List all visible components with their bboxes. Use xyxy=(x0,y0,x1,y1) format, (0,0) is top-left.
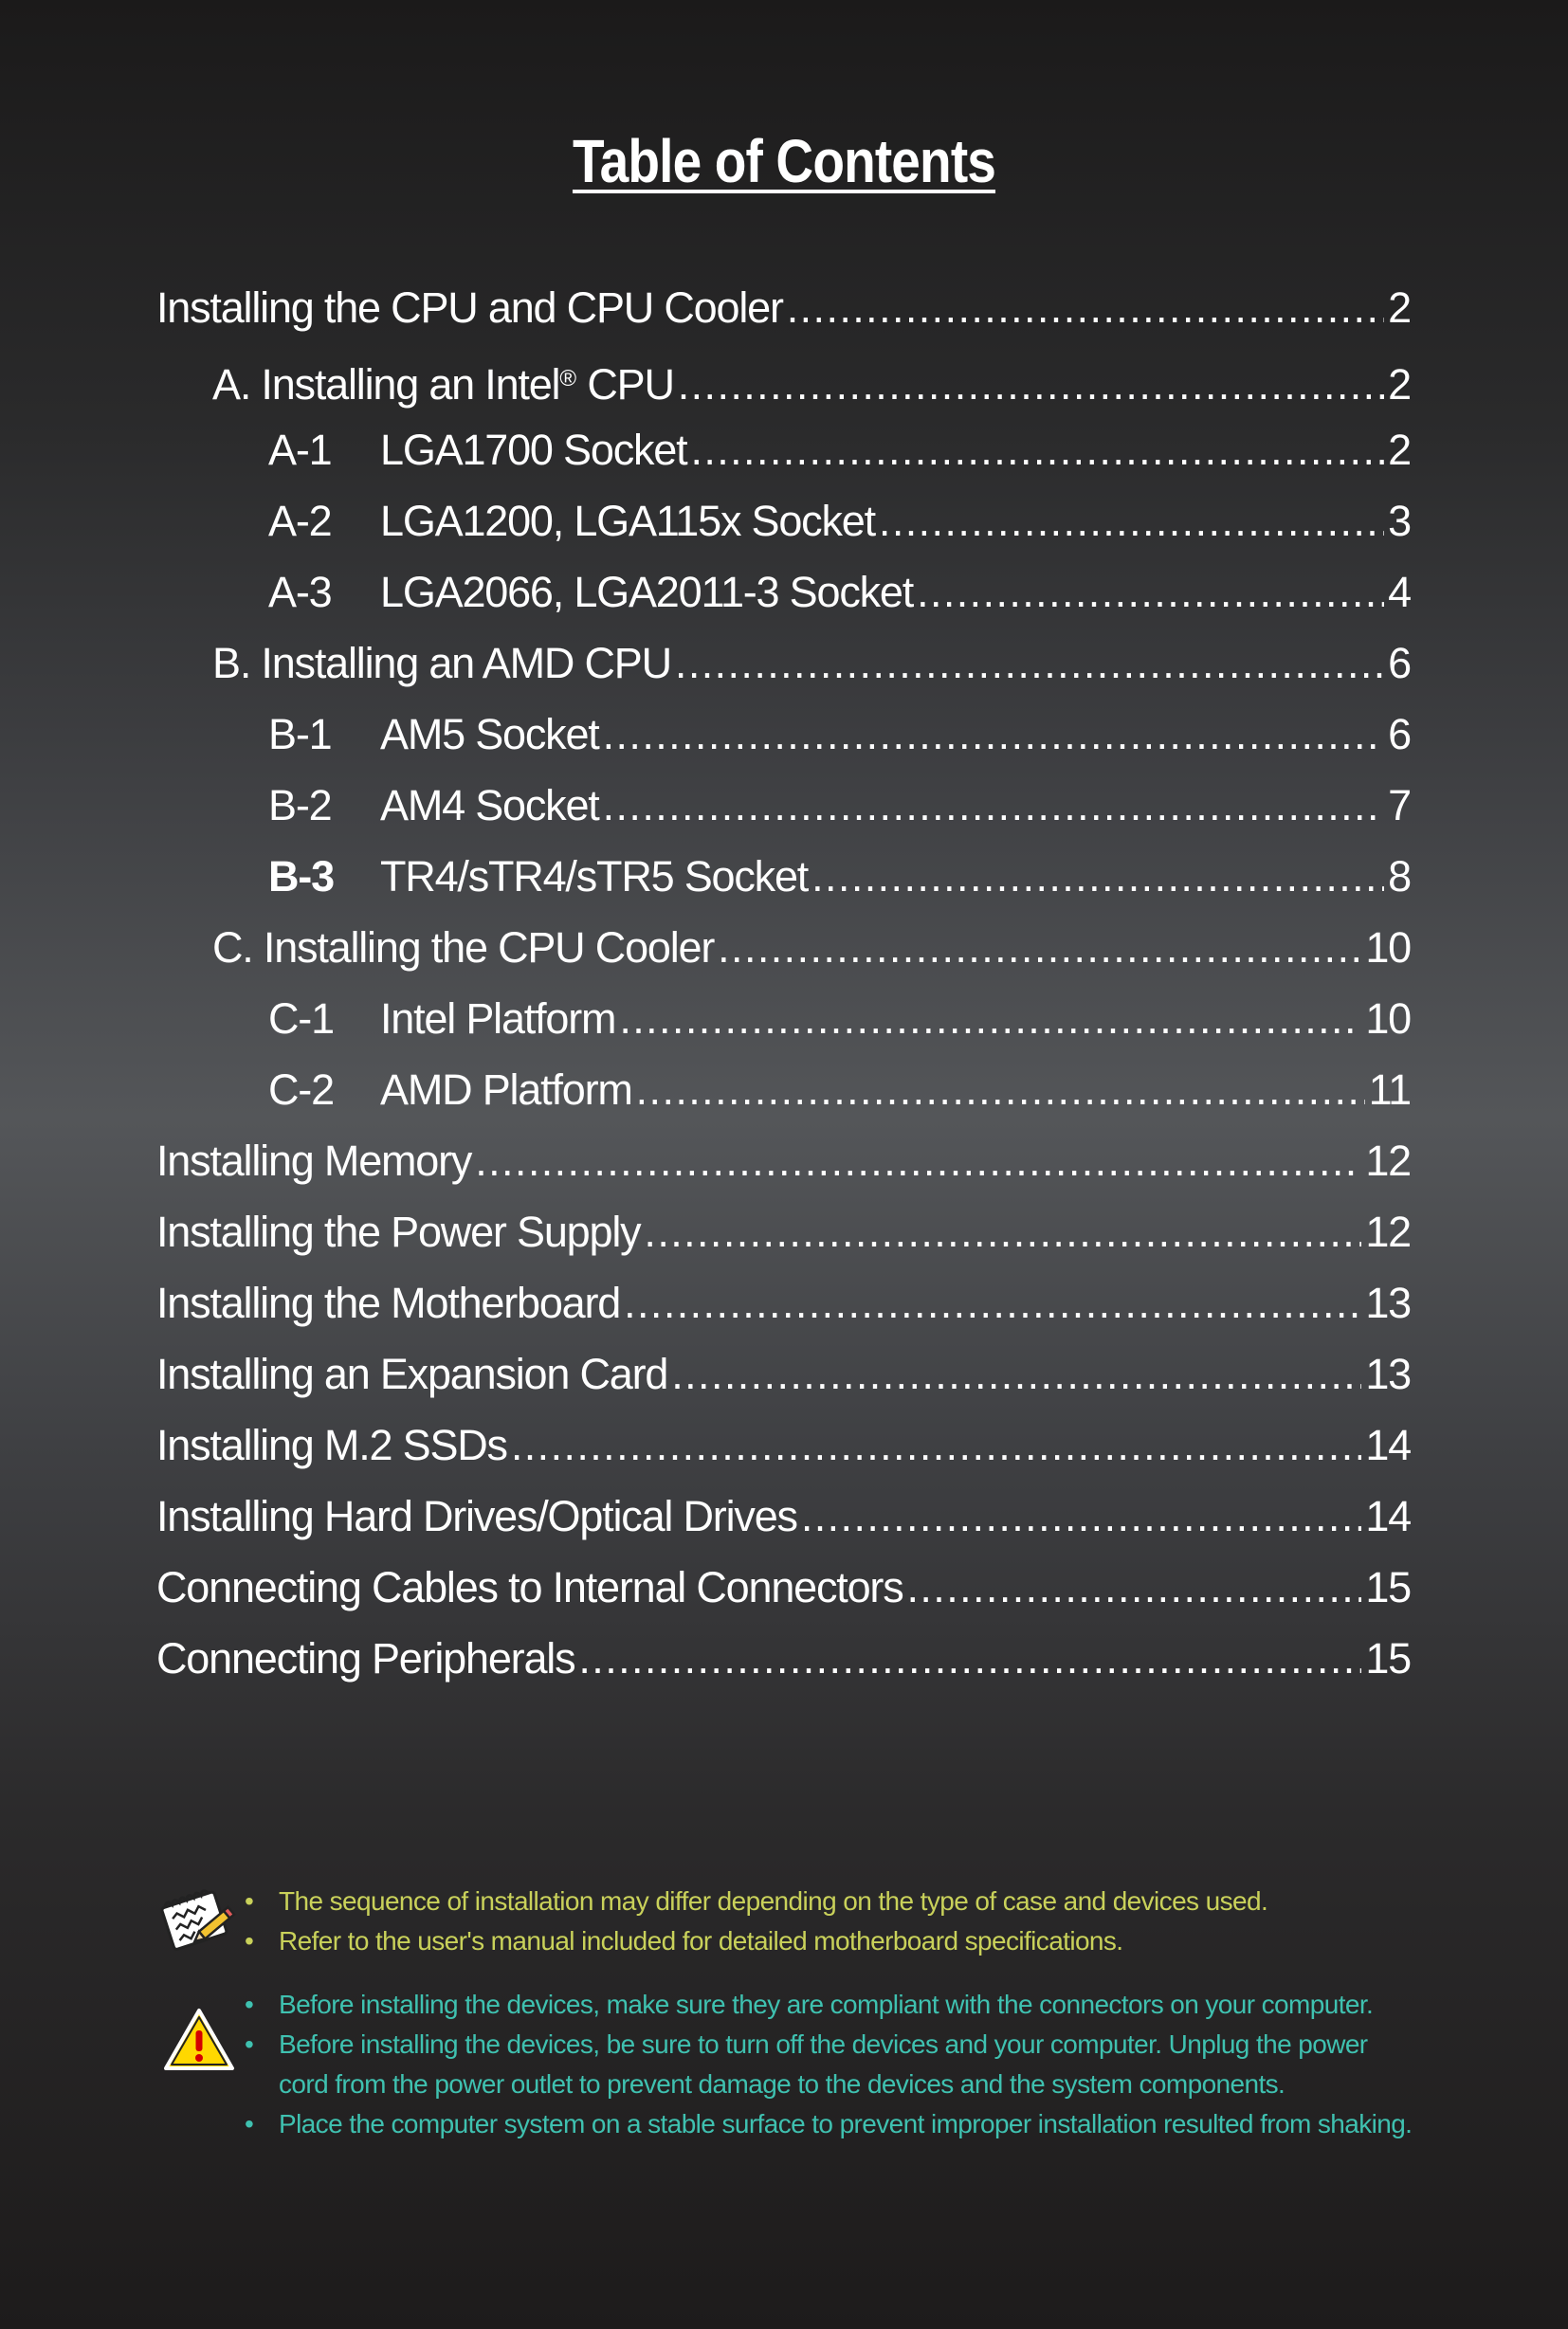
warning-item: • Before installing the devices, be sure to turn off the devices and your computer. Unplug the power cord from the power outlet to prevent damage to the devices and the system components. xyxy=(245,2025,1420,2104)
toc-entry[interactable] xyxy=(156,1204,1411,1261)
toc-entry-label: LGA1700 Socket xyxy=(380,426,687,474)
toc-entry-label: Connecting Peripherals xyxy=(156,1634,575,1683)
toc-page-number: 4 xyxy=(1388,568,1411,616)
toc-entry-code: B-3 xyxy=(268,852,334,901)
toc-page-number: 3 xyxy=(1388,497,1411,545)
note-item: • Refer to the user's manual included for detailed motherboard specifications. xyxy=(245,1921,1420,1961)
toc-dot-leader xyxy=(671,1346,1361,1403)
toc-dot-leader xyxy=(636,1062,1365,1119)
toc-entry[interactable] xyxy=(268,991,1411,1047)
toc-entry[interactable] xyxy=(268,422,1411,479)
note-item: • The sequence of installation may differ depending on the type of case and devices used. xyxy=(245,1882,1420,1921)
toc-page-number: 2 xyxy=(1388,426,1411,474)
toc-entry-code: C-2 xyxy=(268,1065,334,1114)
toc-entry-code: A-1 xyxy=(268,426,332,474)
toc-entry-label: Connecting Cables to Internal Connectors xyxy=(156,1563,903,1611)
toc-dot-leader xyxy=(917,564,1384,621)
page-title xyxy=(110,127,1458,195)
toc-dot-leader xyxy=(879,493,1384,550)
warning-list xyxy=(245,1985,1420,2144)
page-title-text: Table of Contents xyxy=(572,127,996,195)
toc-page-number: 14 xyxy=(1365,1492,1411,1540)
toc-entry-code: B-1 xyxy=(268,710,332,758)
toc-entry-label-main: A. Installing an Intel xyxy=(212,360,560,409)
toc-dot-leader xyxy=(624,1275,1361,1332)
toc-entry-label: LGA1200, LGA115x Socket xyxy=(380,497,875,545)
toc-page-number: 15 xyxy=(1365,1563,1411,1611)
toc-dot-leader xyxy=(811,848,1384,905)
toc-entry-code: A-2 xyxy=(268,497,332,545)
notepad-pencil-icon xyxy=(157,1884,239,1956)
toc-page-number: 2 xyxy=(1388,360,1411,409)
toc-page-number: 8 xyxy=(1388,852,1411,901)
toc-entry-label: B. Installing an AMD CPU xyxy=(212,639,671,687)
toc-entry[interactable] xyxy=(268,777,1411,834)
toc-entry[interactable] xyxy=(212,919,1411,976)
toc-dot-leader xyxy=(690,422,1384,479)
toc-entry[interactable] xyxy=(268,1062,1411,1119)
toc-page-number: 12 xyxy=(1365,1208,1411,1256)
toc-entry[interactable] xyxy=(156,1488,1411,1545)
toc-entry-label: Installing the CPU and CPU Cooler xyxy=(156,283,783,332)
toc-page-number: 2 xyxy=(1388,283,1411,332)
toc-entry-label-end: CPU xyxy=(576,360,674,409)
toc-page-number: 10 xyxy=(1365,923,1411,972)
toc-entry-label: Installing the Motherboard xyxy=(156,1279,621,1327)
toc-entry[interactable] xyxy=(268,848,1411,905)
toc-dot-leader xyxy=(675,635,1384,692)
toc-entry[interactable] xyxy=(212,635,1411,692)
toc-entry-label: Installing Hard Drives/Optical Drives xyxy=(156,1492,797,1540)
toc-entry-label: Installing an Expansion Card xyxy=(156,1350,668,1398)
toc-dot-leader xyxy=(787,280,1384,337)
toc-entry[interactable] xyxy=(268,493,1411,550)
toc-page-number: 10 xyxy=(1365,994,1411,1043)
toc-page-number: 11 xyxy=(1368,1065,1411,1114)
toc-page-number: 6 xyxy=(1388,710,1411,758)
toc-entry-label: AMD Platform xyxy=(380,1065,632,1114)
toc-entry-label xyxy=(212,351,674,413)
toc-entry[interactable] xyxy=(268,564,1411,621)
toc-entry-code: B-2 xyxy=(268,781,332,829)
toc-dot-leader xyxy=(718,919,1361,976)
toc-dot-leader xyxy=(511,1417,1361,1474)
toc-entry-code: A-3 xyxy=(268,568,332,616)
toc-dot-leader xyxy=(578,1630,1361,1687)
toc-page-number: 15 xyxy=(1365,1634,1411,1683)
toc-entry-label: LGA2066, LGA2011-3 Socket xyxy=(380,568,914,616)
warning-item: • Before installing the devices, make sure they are compliant with the connectors on your computer. xyxy=(245,1985,1420,2025)
toc-entry[interactable] xyxy=(156,1417,1411,1474)
toc-entry-label: AM4 Socket xyxy=(380,781,599,829)
toc-dot-leader xyxy=(619,991,1361,1047)
toc-entry[interactable] xyxy=(156,1133,1411,1190)
toc-dot-leader xyxy=(603,706,1385,763)
toc-dot-leader xyxy=(907,1559,1362,1616)
toc-entry[interactable] xyxy=(156,1346,1411,1403)
toc-page-number: 13 xyxy=(1365,1350,1411,1398)
toc-entry[interactable] xyxy=(156,1630,1411,1687)
toc-entry[interactable] xyxy=(156,280,1411,337)
warning-item: • Place the computer system on a stable surface to prevent improper installation resulted from shaking. xyxy=(245,2104,1420,2144)
toc-entry-label: C. Installing the CPU Cooler xyxy=(212,923,715,972)
registered-mark: ® xyxy=(559,366,577,391)
toc-entry-label: AM5 Socket xyxy=(380,710,599,758)
note-list xyxy=(245,1882,1420,1961)
toc-page-number: 6 xyxy=(1388,639,1411,687)
toc-dot-leader xyxy=(801,1488,1362,1545)
toc-dot-leader xyxy=(678,356,1384,413)
toc-dot-leader xyxy=(603,777,1385,834)
warning-triangle-icon xyxy=(163,2008,235,2072)
toc-entry[interactable] xyxy=(156,1275,1411,1332)
toc-dot-leader xyxy=(475,1133,1361,1190)
toc-entry-label: Installing M.2 SSDs xyxy=(156,1421,507,1469)
toc-entry[interactable] xyxy=(268,706,1411,763)
toc-entry[interactable] xyxy=(212,351,1411,408)
toc-page-number: 14 xyxy=(1365,1421,1411,1469)
toc-page-number: 13 xyxy=(1365,1279,1411,1327)
toc-entry-label: TR4/sTR4/sTR5 Socket xyxy=(380,852,809,901)
toc-entry[interactable] xyxy=(156,1559,1411,1616)
toc-dot-leader xyxy=(644,1204,1361,1261)
toc-page-number: 7 xyxy=(1388,781,1411,829)
toc-entry-code: C-1 xyxy=(268,994,334,1043)
toc-entry-label: Intel Platform xyxy=(380,994,616,1043)
toc-page-number: 12 xyxy=(1365,1137,1411,1185)
toc-entry-label: Installing Memory xyxy=(156,1137,472,1185)
toc-entry-label: Installing the Power Supply xyxy=(156,1208,641,1256)
